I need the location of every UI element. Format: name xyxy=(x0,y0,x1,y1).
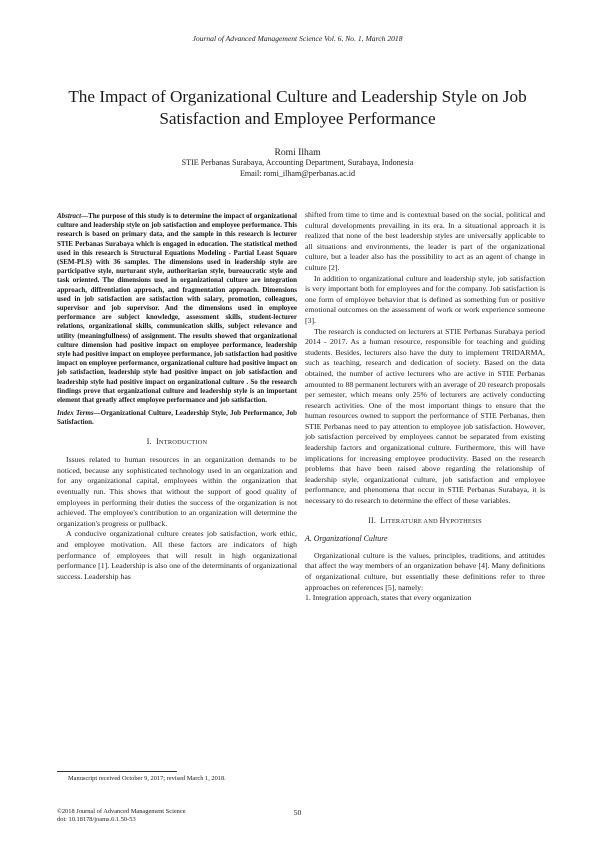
index-terms-text: —Organizational Culture, Leadership Style, Job Performance, Job Satisfaction. xyxy=(57,409,297,427)
paragraph: Organizational culture is the values, principles, traditions, and attitudes that affect the way members of an organization behave [4]. Many definitions of organizational culture, but essentially these definitions refer to three approaches on references [5], namely: xyxy=(305,550,545,592)
section-rest: NTRODUCTION xyxy=(158,438,208,446)
abstract-text: —The purpose of this study is to determine the impact of organizational culture and leadership style on job satisfaction and employee performance. This research is based on primary data, and the sample in this research is lecturer STIE Perbanas Surabaya which is engaged in education. The statistical method used in this research is Structural Equations Modeling - Partial Least Square (SEM-PLS) with 36 samples. The dimensions used in leadership style are participative style, nurturant style, authoritarian style, bureaucratic style and task oriented. The dimensions used in organizational culture are integration approach, diffrentiation approach, and fragmentation approach. Dimensions used in job satisfaction are satisfaction with salary, promotion, colleagues, supervisor and job supervisor. And the dimensions used in employee performance are subject knowledge, assessment skills, student-lecturer relations, organizational skills, communication skills, subject relevance and utility (meaningfullness) of assignment. The results showed that organizational culture dimension had positive impact on employee performance, leadership style had positive impact on employee performance, job satisfaction had positive impact on employee performance, organizational culture had positive impact on job satisfaction, leadership style had positive impact on job satisfaction and leadership style had positive impact on organizational culture . So the research findings prove that organizational culture and leadership style is an important element that greatly affect employee performance and job satisfaction. xyxy=(57,212,297,405)
footer-copyright: ©2018 Journal of Advanced Management Science xyxy=(57,808,186,815)
abstract-lead: Abstract xyxy=(57,212,82,220)
footer-doi: doi: 10.18178/joams.6.1.50-53 xyxy=(57,816,136,824)
paragraph: The research is conducted on lecturers at STIE Perbanas Surabaya period 2014 - 2017. As a human resource, responsible for teaching and guiding students. Besides, lecturers also have the duty to implement TRIDARMA, such as teaching, research and dedication of society. Based on the data obtained, the number of active lecturers who are active in STIE Perbanas amounted to 88 permanent lecturers with an average of 20 research proposals per semester, which means only 25% of lecturers are actively conducting research activities. One of the most important things to ensure that the human resources owned to support the performance of STIE Perbanas, then STIE Perbanas need to pay attention to employee job satisfaction. However, job satisfaction perceived by employees cannot be separated from existing leadership factors and organizational culture. Furthermore, this will have implications for increasing employee productivity. Based on the research problems that have been raised above regarding the relationship of leadership style, organizational culture, job satisfaction and employee performance, and phenomena that occur in STIE Perbanas Surabaya, it is necessary to do research to determine the effect of these variables. xyxy=(305,326,545,506)
author-block xyxy=(0,147,595,179)
paragraph: Issues related to human resources in an organization demands to be noticed, because any sophisticated technology used in an organization and for any organizational capital, employees within the organization that eventually run. This shows that without the support of good quality of employees in performing their duties the success of the organization is not achieved. The employee's contribution to an organization will determine the organization's progress or pullback. xyxy=(57,455,297,528)
section-numeral: II. xyxy=(368,515,376,525)
abstract xyxy=(57,212,297,405)
index-terms-lead: Index Terms xyxy=(57,409,94,418)
paragraph: A conducive organizational culture creates job satisfaction, work ethic, and employee motivation. All these factors are indicators of high performance of employees that will result in high organizational performance [1]. Leadership is also one of the determinants of organizational success. Leadership has xyxy=(57,529,297,581)
author-email: Email: romi_ilham@perbanas.ac.id xyxy=(239,168,356,178)
paragraph: shifted from time to time and is contextual based on the social, political and cultural developments prevailing in its era. In a situational approach it is realized that none of the best leadership styles are universally applicable to all situations and environments, the leader is part of the organizational culture, but a leader also has the possibility to act as an agent of change in culture [2]. xyxy=(305,210,545,272)
author-name: Romi Ilham xyxy=(274,147,321,158)
left-column xyxy=(57,212,297,582)
list-item: 1. Integration approach, states that every organization xyxy=(305,593,472,603)
index-terms xyxy=(57,409,297,427)
section-heading-literature xyxy=(305,516,545,528)
section-initial: L xyxy=(380,515,386,525)
author-affiliation: STIE Perbanas Surabaya, Accounting Department, Surabaya, Indonesia xyxy=(181,158,414,167)
footnote: Manuscript received October 9, 2017; revised March 1, 2018. xyxy=(68,775,226,782)
footnote-divider xyxy=(57,771,177,772)
section-heading-introduction xyxy=(57,437,297,449)
right-column xyxy=(305,210,545,604)
section-numeral: I. xyxy=(146,436,152,446)
section-initial: H xyxy=(439,515,446,525)
paper-title: The Impact of Organizational Culture and Leadership Style on Job Satisfaction and Employee Performance xyxy=(68,87,527,128)
section-rest: YPOTHESIS xyxy=(445,517,482,525)
subsection-heading: A. Organizational Culture xyxy=(305,534,388,544)
section-rest: ITERATURE AND xyxy=(385,517,440,525)
page-number: 50 xyxy=(293,808,302,817)
paragraph: In addition to organizational culture and leadership style, job satisfaction is very important both for employees and for the company. Job satisfaction is one form of employee behavior that is defined as something fun or positive emotional outcomes on the assessment of work or work experience someone [3]. xyxy=(305,273,545,325)
section-initial: I xyxy=(156,436,159,446)
journal-header: Journal of Advanced Management Science Vol. 6, No. 1, March 2018 xyxy=(192,34,403,43)
